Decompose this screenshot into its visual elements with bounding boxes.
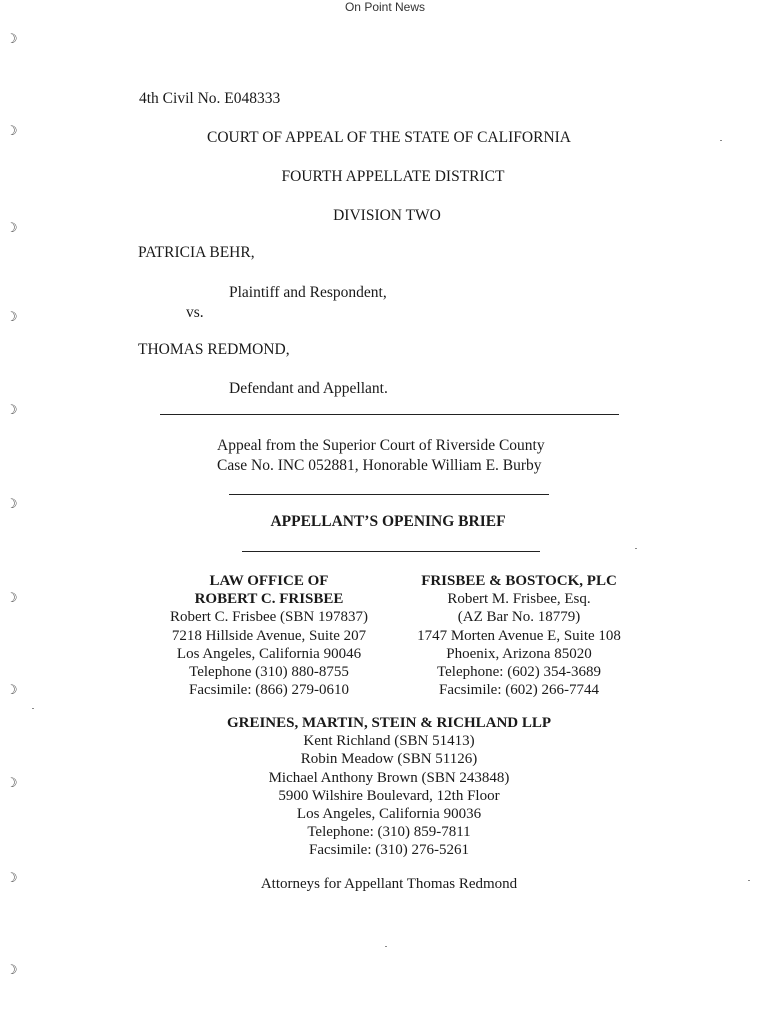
counsel-bottom-address-2: Los Angeles, California 90036 bbox=[296, 806, 482, 823]
counsel-left-address-2: Los Angeles, California 90046 bbox=[176, 645, 362, 662]
counsel-right-address-2: Phoenix, Arizona 85020 bbox=[446, 645, 592, 662]
case-number: 4th Civil No. E048333 bbox=[139, 90, 281, 107]
counsel-bottom-facsimile: Facsimile: (310) 276-5261 bbox=[309, 842, 469, 859]
counsel-left-name-1: LAW OFFICE OF bbox=[209, 573, 329, 589]
scan-speck bbox=[635, 548, 637, 549]
binder-hole-icon: ☽ bbox=[6, 310, 18, 325]
attorneys-for: Attorneys for Appellant Thomas Redmond bbox=[260, 876, 518, 892]
counsel-right-block bbox=[417, 572, 621, 699]
counsel-right-facsimile: Facsimile: (602) 266-7744 bbox=[439, 682, 599, 699]
scan-speck bbox=[385, 946, 387, 947]
counsel-bottom-firm: GREINES, MARTIN, STEIN & RICHLAND LLP bbox=[226, 715, 552, 731]
counsel-bottom-attorney-3: Michael Anthony Brown (SBN 243848) bbox=[268, 769, 510, 786]
counsel-left-attorney: Robert C. Frisbee (SBN 197837) bbox=[170, 609, 368, 626]
scan-speck bbox=[748, 880, 750, 881]
defendant-name: THOMAS REDMOND, bbox=[138, 341, 290, 358]
plaintiff-name: PATRICIA BEHR, bbox=[138, 244, 255, 261]
counsel-right-address-1: 1747 Morten Avenue E, Suite 108 bbox=[417, 627, 621, 644]
versus: vs. bbox=[186, 304, 204, 321]
scan-speck bbox=[720, 140, 722, 141]
counsel-left-block bbox=[170, 572, 368, 699]
binder-hole-icon: ☽ bbox=[6, 403, 18, 418]
counsel-left-telephone: Telephone (310) 880-8755 bbox=[189, 664, 349, 681]
divider-rule bbox=[160, 414, 619, 415]
counsel-left-address-1: 7218 Hillside Avenue, Suite 207 bbox=[171, 627, 367, 644]
appellate-district: FOURTH APPELLATE DISTRICT bbox=[281, 168, 505, 185]
appeal-line-2: Case No. INC 052881, Honorable William E. Burby bbox=[217, 457, 542, 474]
defendant-role: Defendant and Appellant. bbox=[229, 380, 388, 397]
counsel-bottom-telephone: Telephone: (310) 859-7811 bbox=[307, 824, 471, 841]
counsel-bottom-attorney-2: Robin Meadow (SBN 51126) bbox=[300, 751, 478, 768]
divider-rule bbox=[229, 494, 549, 495]
appeal-line-1: Appeal from the Superior Court of Riverside County bbox=[217, 437, 545, 454]
court-name: COURT OF APPEAL OF THE STATE OF CALIFORNIA bbox=[207, 129, 571, 146]
plaintiff-role: Plaintiff and Respondent, bbox=[229, 284, 387, 301]
binder-hole-icon: ☽ bbox=[6, 871, 18, 886]
binder-hole-icon: ☽ bbox=[6, 124, 18, 139]
counsel-left-facsimile: Facsimile: (866) 279-0610 bbox=[189, 682, 349, 699]
counsel-bottom-address-1: 5900 Wilshire Boulevard, 12th Floor bbox=[278, 787, 500, 804]
brief-title: APPELLANT’S OPENING BRIEF bbox=[270, 513, 506, 530]
counsel-right-firm: FRISBEE & BOSTOCK, PLC bbox=[421, 573, 617, 589]
counsel-bottom-attorney-1: Kent Richland (SBN 51413) bbox=[303, 733, 475, 750]
page-header-source: On Point News bbox=[344, 0, 426, 14]
counsel-right-telephone: Telephone: (602) 354-3689 bbox=[437, 664, 601, 681]
binder-hole-icon: ☽ bbox=[6, 497, 18, 512]
binder-hole-icon: ☽ bbox=[6, 683, 18, 698]
binder-hole-icon: ☽ bbox=[6, 591, 18, 606]
counsel-right-bar: (AZ Bar No. 18779) bbox=[457, 609, 581, 626]
counsel-left-name-2: ROBERT C. FRISBEE bbox=[194, 591, 344, 608]
counsel-bottom-block bbox=[227, 714, 551, 860]
counsel-right-attorney: Robert M. Frisbee, Esq. bbox=[447, 591, 591, 608]
binder-hole-icon: ☽ bbox=[6, 221, 18, 236]
binder-hole-icon: ☽ bbox=[6, 963, 18, 978]
binder-hole-icon: ☽ bbox=[6, 776, 18, 791]
scan-speck bbox=[32, 708, 34, 709]
division: DIVISION TWO bbox=[333, 207, 441, 224]
binder-hole-icon: ☽ bbox=[6, 32, 18, 47]
divider-rule bbox=[242, 551, 540, 552]
